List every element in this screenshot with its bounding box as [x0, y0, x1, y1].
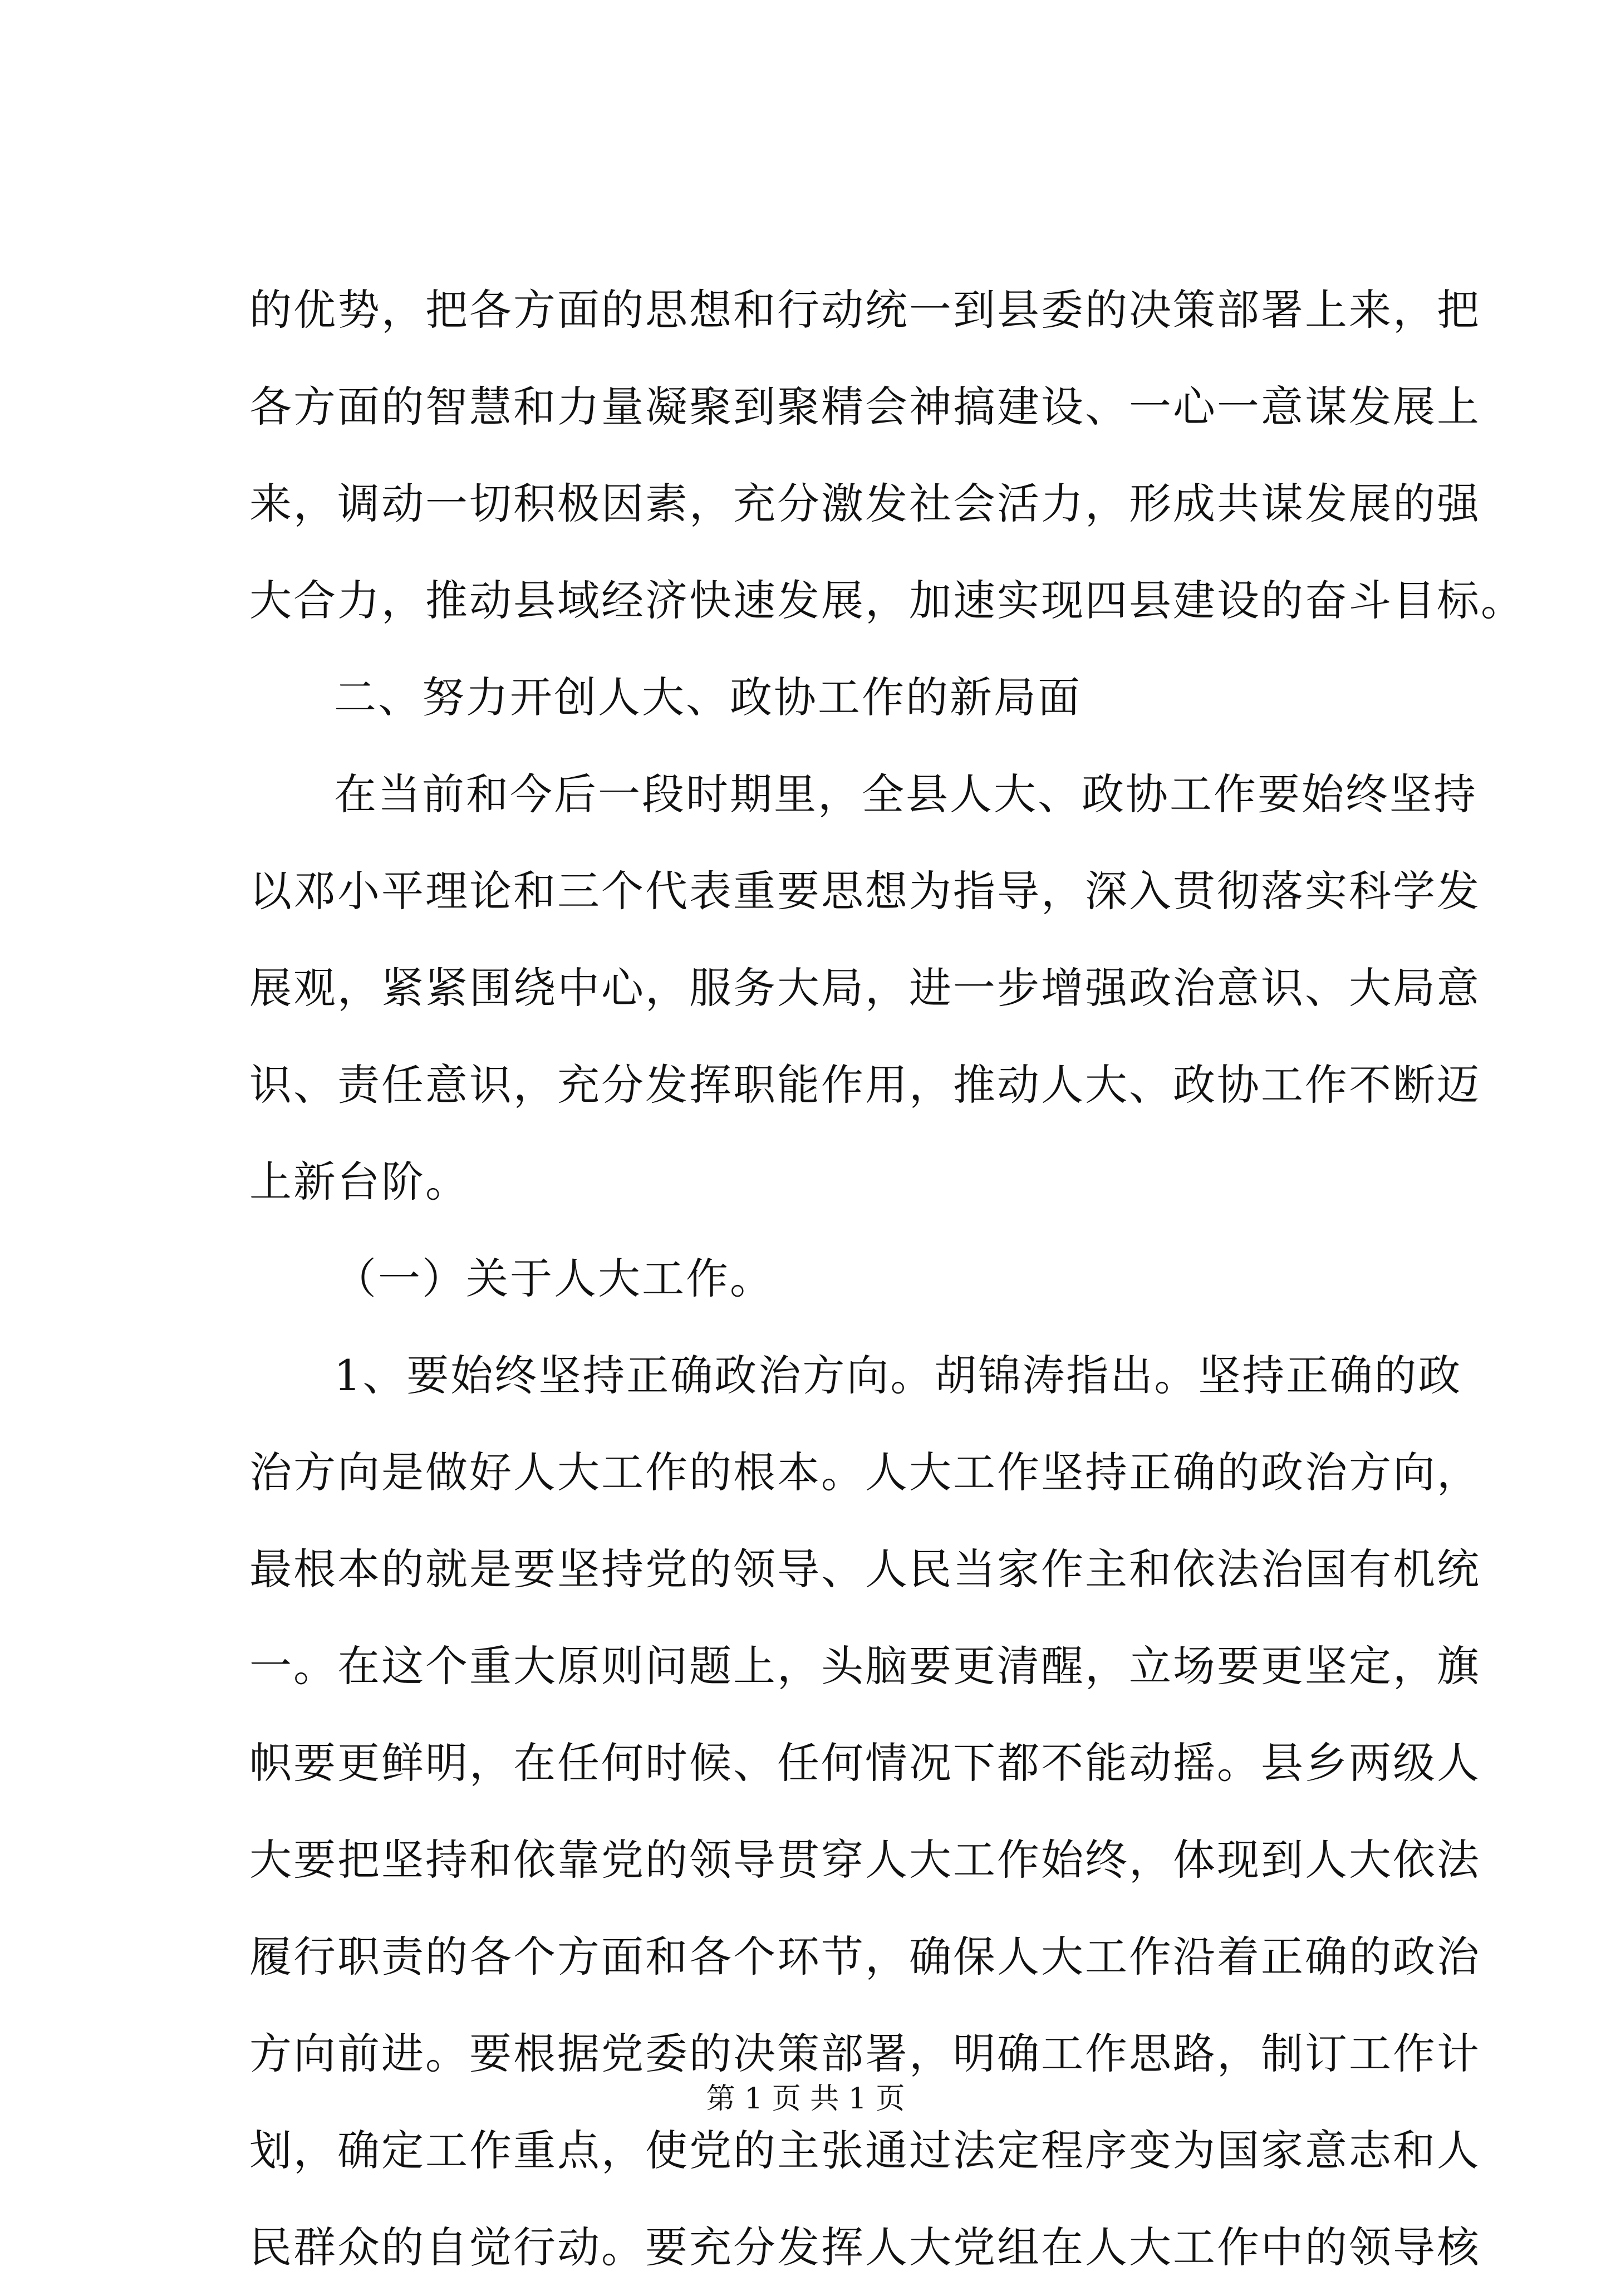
text-line: 大要把坚持和依靠党的领导贯穿人大工作始终，体现到人大依法 — [249, 1835, 1481, 1885]
text-line: 民群众的自觉行动。要充分发挥人大党组在人大工作中的领导核 — [249, 2223, 1481, 2272]
text-line: 识、责任意识，充分发挥职能作用，推动人大、政协工作不断迈 — [249, 1060, 1481, 1110]
text-line: 上新台阶。 — [249, 1157, 469, 1206]
subsection-heading: （一）关于人大工作。 — [334, 1254, 774, 1303]
text-line: 治方向是做好人大工作的根本。人大工作坚持正确的政治方向， — [249, 1448, 1481, 1497]
page-footer: 第 1 页 共 1 页 — [706, 2082, 905, 2116]
text-line: 帜要更鲜明，在任何时候、任何情况下都不能动摇。县乡两级人 — [249, 1738, 1481, 1788]
text-line: 大合力，推动县域经济快速发展，加速实现四县建设的奋斗目标。 — [249, 576, 1525, 625]
text-line: 一。在这个重大原则问题上，头脑要更清醒，立场要更坚定，旗 — [249, 1641, 1481, 1691]
text-line: 方向前进。要根据党委的决策部署，明确工作思路，制订工作计 — [249, 2029, 1481, 2078]
text-line: 各方面的智慧和力量凝聚到聚精会神搞建设、一心一意谋发展上 — [249, 382, 1481, 431]
text-line: 履行职责的各个方面和各个环节，确保人大工作沿着正确的政治 — [249, 1932, 1481, 1981]
section-heading: 二、努力开创人大、政协工作的新局面 — [334, 673, 1082, 722]
text-line: 来，调动一切积极因素，充分激发社会活力，形成共谋发展的强 — [249, 479, 1481, 528]
body-text — [249, 262, 1525, 2296]
text-line: 最根本的就是要坚持党的领导、人民当家作主和依法治国有机统 — [249, 1544, 1481, 1594]
text-line: 以邓小平理论和三个代表重要思想为指导，深入贯彻落实科学发 — [249, 866, 1481, 916]
text-line: 的优势，把各方面的思想和行动统一到县委的决策部署上来，把 — [249, 285, 1481, 335]
text-line: 在当前和今后一段时期里，全县人大、政协工作要始终坚持 — [334, 769, 1477, 819]
text-line: 1、要始终坚持正确政治方向。胡锦涛指出。坚持正确的政 — [334, 1351, 1462, 1400]
text-line: 划，确定工作重点，使党的主张通过法定程序变为国家意志和人 — [249, 2126, 1481, 2175]
text-line: 展观，紧紧围绕中心，服务大局，进一步增强政治意识、大局意 — [249, 963, 1481, 1013]
